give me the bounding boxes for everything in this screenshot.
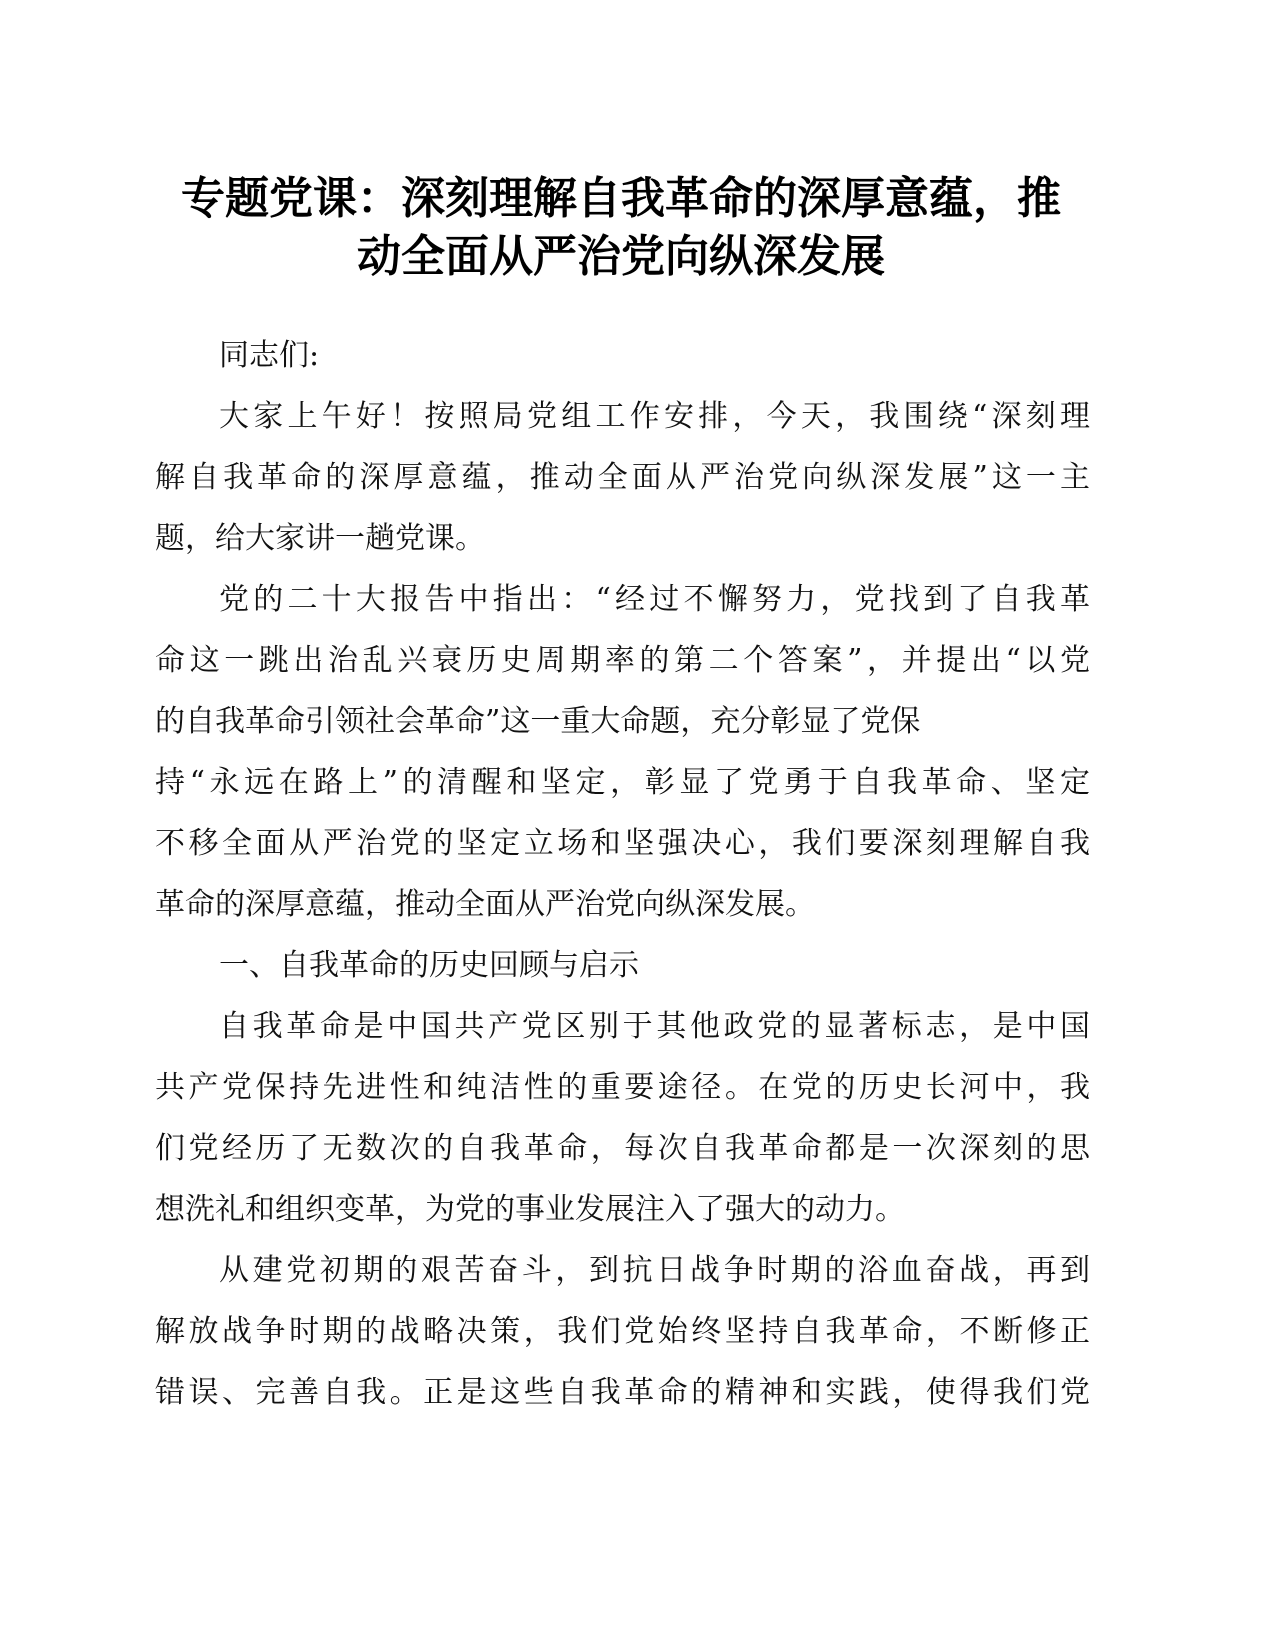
paragraph-line: 们党经历了无数次的自我革命，每次自我革命都是一次深刻的思 <box>155 1131 1090 1166</box>
paragraph-line: 从建党初期的艰苦奋斗，到抗日战争时期的浴血奋战，再到 <box>219 1253 1090 1288</box>
salutation: 同志们: <box>219 338 320 373</box>
paragraph-line: 不移全面从严治党的坚定立场和坚强决心，我们要深刻理解自我 <box>155 826 1090 861</box>
paragraph-line: 共产党保持先进性和纯洁性的重要途径。在党的历史长河中，我 <box>155 1070 1090 1105</box>
paragraph-line: 革命的深厚意蕴，推动全面从严治党向纵深发展。 <box>155 887 815 922</box>
title-line-2: 动全面从严治党向纵深发展 <box>357 231 885 282</box>
paragraph-line: 持“永远在路上”的清醒和坚定，彰显了党勇于自我革命、坚定 <box>155 765 1090 800</box>
paragraph-line: 错误、完善自我。正是这些自我革命的精神和实践，使得我们党 <box>155 1375 1090 1410</box>
paragraph-line: 党的二十大报告中指出：“经过不懈努力，党找到了自我革 <box>219 582 1090 617</box>
document-body <box>155 325 1090 1423</box>
paragraph-line: 想洗礼和组织变革，为党的事业发展注入了强大的动力。 <box>155 1192 905 1227</box>
paragraph-line: 自我革命是中国共产党区别于其他政党的显著标志，是中国 <box>219 1009 1090 1044</box>
paragraph-line: 解自我革命的深厚意蕴，推动全面从严治党向纵深发展”这一主 <box>155 460 1090 495</box>
paragraph-line: 解放战争时期的战略决策，我们党始终坚持自我革命，不断修正 <box>155 1314 1090 1349</box>
paragraph-line: 命这一跳出治乱兴衰历史周期率的第二个答案”，并提出“以党 <box>155 643 1090 678</box>
document-title <box>150 170 1092 286</box>
paragraph-line: 的自我革命引领社会革命”这一重大命题，充分彰显了党保 <box>155 704 921 739</box>
paragraph-line: 题，给大家讲一趟党课。 <box>155 521 485 556</box>
section-heading: 一、自我革命的历史回顾与启示 <box>219 948 639 983</box>
paragraph-line: 大家上午好！按照局党组工作安排，今天，我围绕“深刻理 <box>219 399 1090 434</box>
title-line-1: 专题党课：深刻理解自我革命的深厚意蕴，推 <box>181 173 1061 224</box>
